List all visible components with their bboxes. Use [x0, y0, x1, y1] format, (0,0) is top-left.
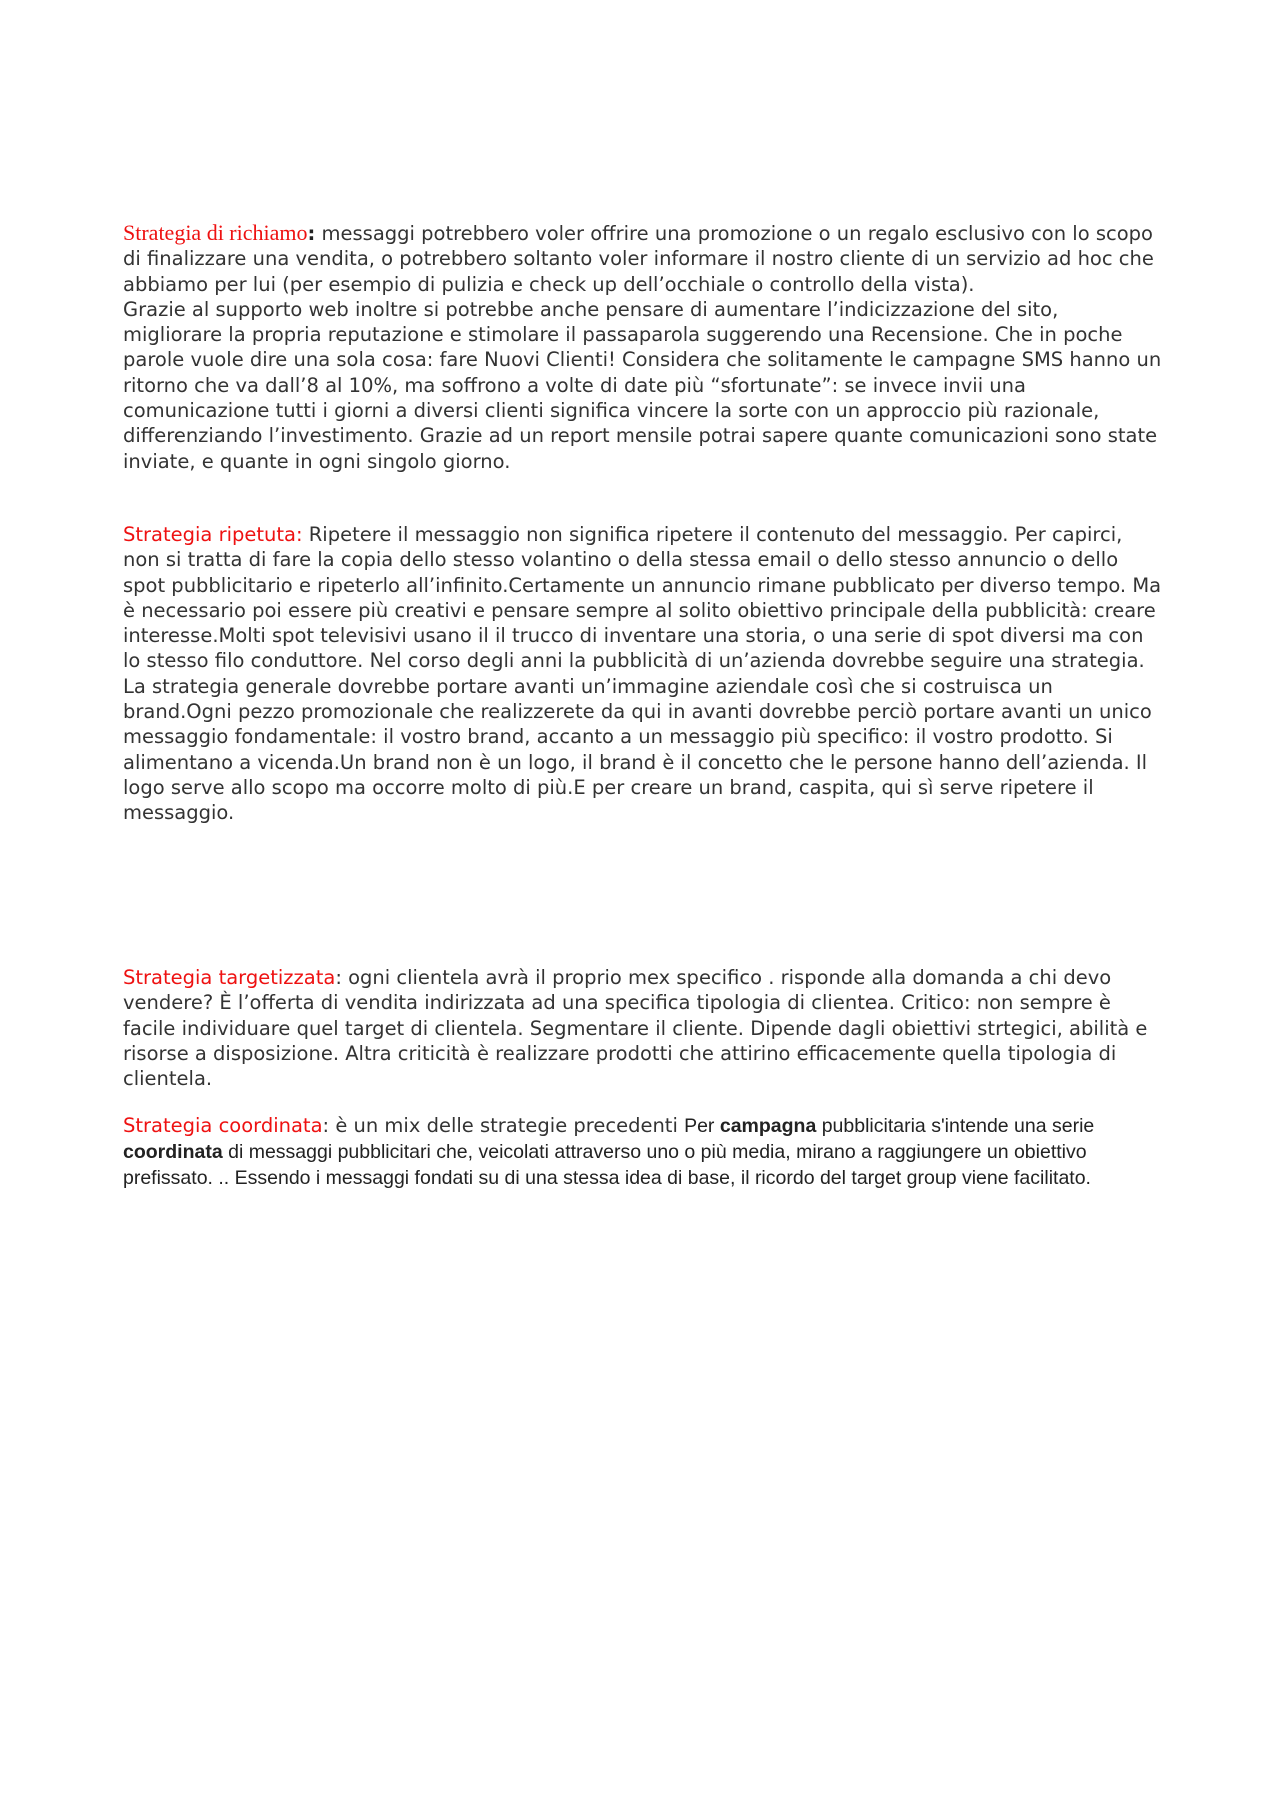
coordinata-run-3: di messaggi pubblicitari che, veicolati attraverso uno o più media, mirano a raggiungere un obiettivo prefissato. .. Essendo i messaggi fondati su di una stessa idea di base, il ricordo del target group viene facilitato. — [123, 1141, 1091, 1189]
coordinata-bold-coordinata: coordinata — [123, 1141, 223, 1163]
coordinata-bold-campagna: campagna — [719, 1115, 817, 1137]
richiamo-colon: : — [307, 222, 316, 245]
richiamo-paragraph — [123, 220, 1163, 297]
section-strategia-coordinata — [123, 1113, 1163, 1191]
ripetuta-label: Strategia ripetuta: — [123, 523, 303, 546]
coordinata-run-1: Per — [684, 1115, 720, 1137]
ripetuta-paragraph — [123, 522, 1163, 826]
section-strategia-targetizzata — [123, 965, 1163, 1091]
coordinata-run-2: pubblicitaria s'intende una serie — [816, 1115, 1095, 1137]
ripetuta-text: Ripetere il messaggio non significa ripetere il contenuto del messaggio. Per capirci, non si tratta di fare la copia dello stesso volantino o della stessa email o dello stesso annuncio o dello spot pubblicitario e ripeterlo all’infinito.Certamente un annuncio rimane pubblicato per diverso tempo. Ma è necessario poi essere più creativi e pensare sempre al solito obiettivo principale della pubblicità: creare interesse.Molti spot televisivi usano il il trucco di inventare una storia, o una serie di spot diversi ma con lo stesso filo conduttore. Nel corso degli anni la pubblicità di un’azienda dovrebbe seguire una strategia. La strategia generale dovrebbe portare avanti un’immagine aziendale così che si costruisca un brand.Ogni pezzo promozionale che realizzerete da qui in avanti dovrebbe perciò portare avanti un unico messaggio fondamentale: il vostro brand, accanto a un messaggio più specifico: il vostro prodotto. Si alimentano a vicenda.Un brand non è un logo, il brand è il concetto che le persone hanno dell’azienda. Il logo serve allo scopo ma occorre molto di più.E per creare un brand, caspita, qui sì serve ripetere il messaggio. — [123, 523, 1162, 825]
targetizzata-text: : ogni clientela avrà il proprio mex specifico . risponde alla domanda a chi devo vendere? È l’offerta di vendita indirizzata ad una specifica tipologia di clientea. Critico: non sempre è facile individuare quel target di clientela. Segmentare il cliente. Dipende dagli obiettivi strtegici, abilità e risorse a disposizione. Altra criticità è realizzare prodotti che attirino efficacemente quella tipologia di clientela. — [123, 966, 1148, 1091]
coordinata-paragraph — [123, 1113, 1163, 1191]
section-strategia-richiamo — [123, 220, 1163, 474]
targetizzata-label: Strategia targetizzata — [123, 966, 336, 989]
richiamo-paragraph-2: Grazie al supporto web inoltre si potrebbe anche pensare di aumentare l’indicizzazione del sito, migliorare la propria reputazione e stimolare il passaparola suggerendo una Recensione. Che in poche parole vuole dire una sola cosa: fare Nuovi Clienti! Considera che solitamente le campagne SMS hanno un ritorno che va dall’8 al 10%, ma soffrono a volte di date più “sfortunate”: se invece invii una comunicazione tutti i giorni a diversi clienti significa vincere la sorte con un approccio più razionale, differenziando l’investimento. Grazie ad un report mensile potrai sapere quante comunicazioni sono state inviate, e quante in ogni singolo giorno. — [123, 297, 1162, 473]
coordinata-label: Strategia coordinata — [123, 1114, 323, 1137]
richiamo-text: messaggi potrebbero voler offrire una promozione o un regalo esclusivo con lo scopo di finalizzare una vendita, o potrebbero soltanto voler informare il nostro cliente di un servizio ad hoc che abbiamo per lui (per esempio di pulizia e check up dell’occhiale o controllo della vista). — [123, 222, 1154, 296]
coordinata-text: : è un mix delle strategie precedenti — [322, 1114, 685, 1137]
richiamo-label: Strategia di richiamo — [123, 220, 308, 245]
section-strategia-ripetuta — [123, 522, 1163, 826]
targetizzata-paragraph — [123, 965, 1163, 1091]
